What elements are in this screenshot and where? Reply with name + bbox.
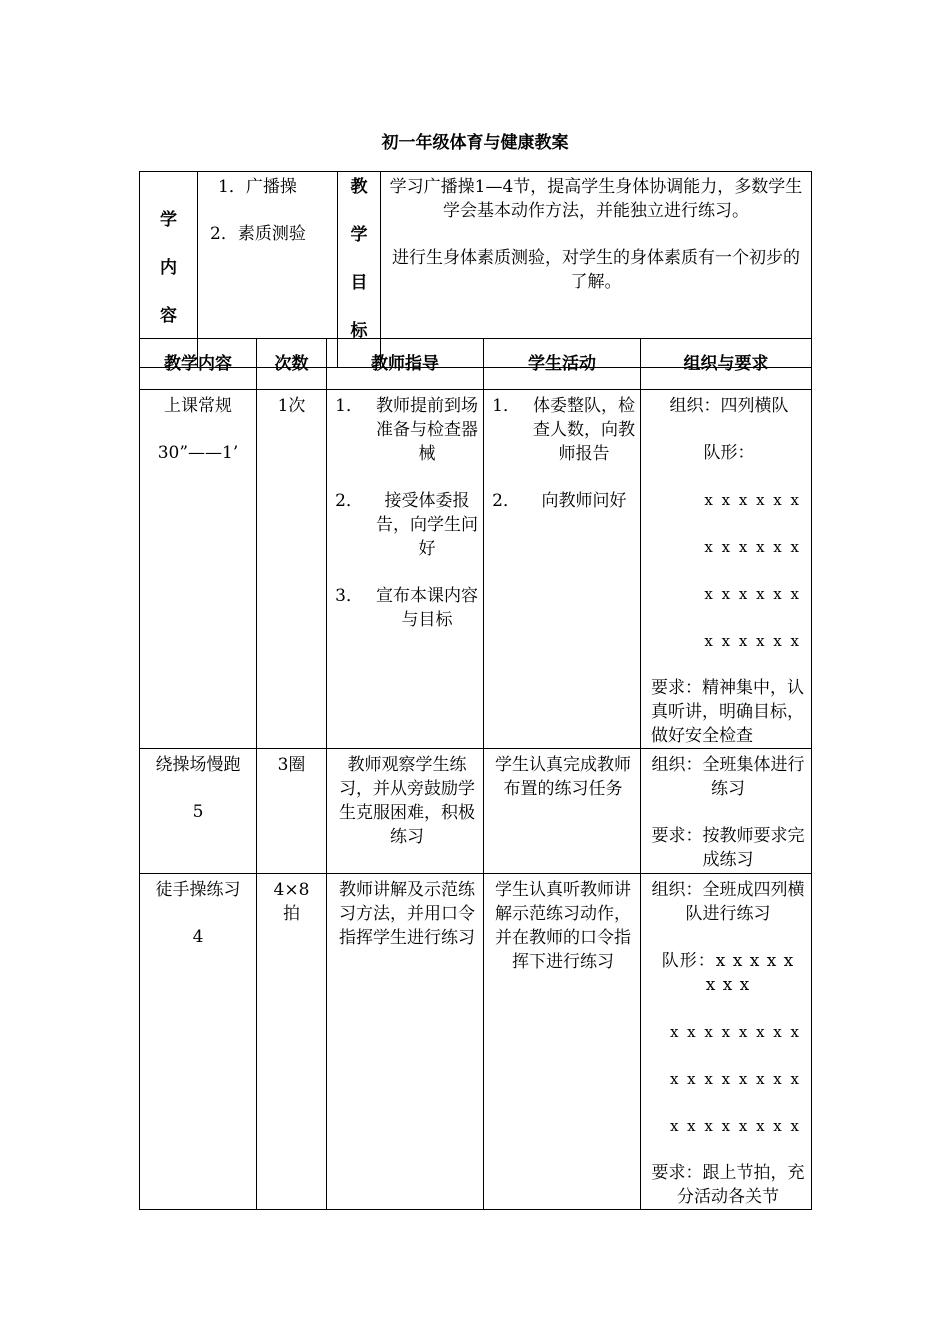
row-content xyxy=(140,749,257,874)
list-item: 1． 体委整队，检查人数，向教师报告 xyxy=(492,396,635,464)
formation-row: x x x x x x xyxy=(704,491,801,509)
goal-text: 学习广播操1—4节，提高学生身体协调能力，多数学生学会基本动作方法，并能独立进行练习。 xyxy=(389,177,803,221)
table-row xyxy=(140,874,812,1210)
requirement-text: 要求：精神集中，认真听讲，明确目标，做好安全检查 xyxy=(651,678,804,746)
lesson-table xyxy=(139,338,812,1210)
content-label-char: 容 xyxy=(160,306,177,326)
list-item: 2． 向教师问好 xyxy=(492,491,627,511)
row-teacher: 教师讲解及示范练习方法，并用口令指挥学生进行练习 xyxy=(327,874,484,1210)
formation-label: 队形：x x x x x x x x xyxy=(661,951,795,995)
column-header: 学生活动 xyxy=(484,339,641,390)
row-student xyxy=(484,390,641,749)
formation-row: x x x x x x xyxy=(704,632,801,650)
formation-row: x x x x x x xyxy=(704,585,801,603)
content-title: 徒手操练习 xyxy=(155,880,241,900)
content-title: 绕操场慢跑 xyxy=(155,755,241,775)
content-label-char: 内 xyxy=(160,258,177,278)
content-item: 1．广播操 xyxy=(218,177,297,197)
goal-label-char: 目 xyxy=(350,273,368,293)
row-organization xyxy=(641,390,812,749)
row-count: 4×8拍 xyxy=(257,874,327,1210)
content-duration: 5 xyxy=(192,802,204,822)
row-count: 1次 xyxy=(257,390,327,749)
goal-label-char: 标 xyxy=(350,321,368,341)
row-student: 学生认真完成教师布置的练习任务 xyxy=(484,749,641,874)
organization-text: 组织：四列横队 xyxy=(669,396,789,416)
goal-text: 进行生身体素质测验，对学生的身体素质有一个初步的了解。 xyxy=(392,248,800,292)
requirement-text: 要求：跟上节拍，充分活动各关节 xyxy=(651,1163,805,1207)
content-title: 上课常规 xyxy=(164,396,232,416)
formation-row: x x x x x x x x xyxy=(669,1070,801,1088)
row-organization xyxy=(641,874,812,1210)
row-organization xyxy=(641,749,812,874)
formation-row: x x x x x x xyxy=(704,538,801,556)
content-duration: 30”——1’ xyxy=(157,443,239,463)
formation-row: x x x x x x x x xyxy=(669,1117,801,1135)
content-label-char: 学 xyxy=(160,210,177,230)
content-duration: 4 xyxy=(192,927,204,947)
requirement-text: 要求：按教师要求完成练习 xyxy=(651,826,805,870)
list-item: 3． 宣布本课内容与目标 xyxy=(335,586,478,630)
row-teacher xyxy=(327,390,484,749)
list-item: 1． 教师提前到场准备与检查器械 xyxy=(335,396,478,464)
table-row xyxy=(140,749,812,874)
column-header: 次数 xyxy=(257,339,327,390)
row-teacher: 教师观察学生练习，并从旁鼓励学生克服困难，积极练习 xyxy=(327,749,484,874)
column-header: 教师指导 xyxy=(327,339,484,390)
table-row xyxy=(140,390,812,749)
row-count: 3圈 xyxy=(257,749,327,874)
organization-text: 组织：全班成四列横队进行练习 xyxy=(651,880,805,924)
content-item: 2．素质测验 xyxy=(210,224,306,244)
formation-label: 队形： xyxy=(703,443,755,463)
list-item: 2． 接受体委报告，向学生问好 xyxy=(335,491,478,559)
column-header: 组织与要求 xyxy=(641,339,812,390)
goal-label-char: 学 xyxy=(350,225,368,245)
column-header: 教学内容 xyxy=(140,339,257,390)
row-student: 学生认真听教师讲解示范练习动作，并在教师的口令指挥下进行练习 xyxy=(484,874,641,1210)
goal-label-char: 教 xyxy=(350,177,368,197)
table-header-row xyxy=(140,339,812,390)
row-content xyxy=(140,390,257,749)
organization-text: 组织：全班集体进行练习 xyxy=(651,755,805,799)
row-content xyxy=(140,874,257,1210)
formation-row: x x x x x x x x xyxy=(669,1023,801,1041)
page-title: 初一年级体育与健康教案 xyxy=(381,133,569,153)
